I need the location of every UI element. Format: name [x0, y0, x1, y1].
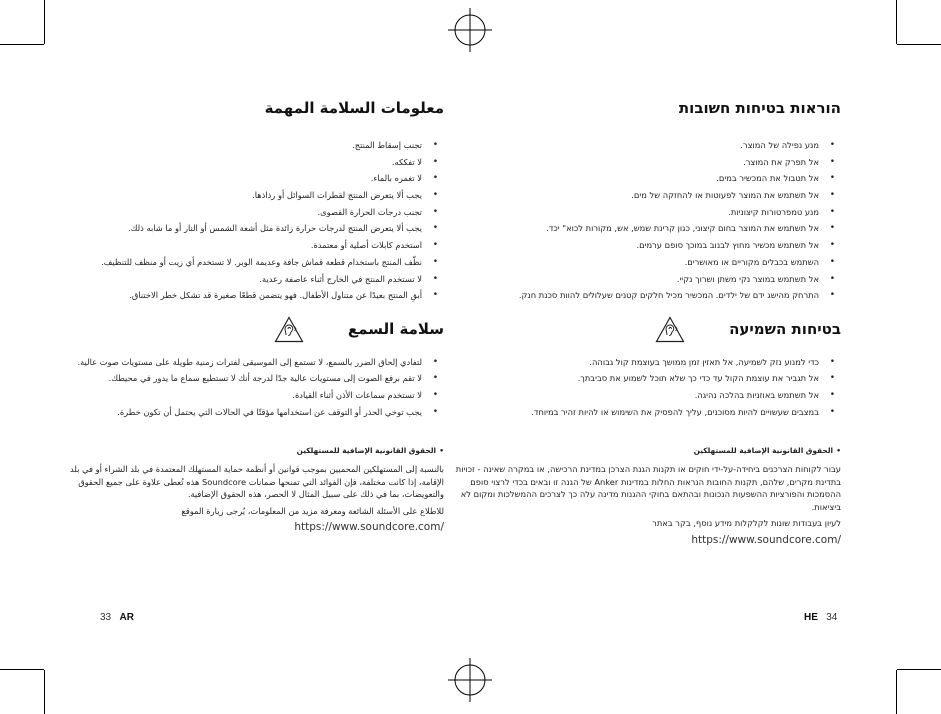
list-item: • במצבים שעשויים להיות מסוכנים, עליך להפסיק את השימוש או להיות זהיר במיוחד. — [449, 407, 841, 419]
page-title: معلومات السلامة المهمة — [264, 99, 444, 117]
ear-warning-icon — [655, 316, 685, 343]
language-code: AR — [119, 612, 134, 623]
page-number-left — [100, 612, 134, 623]
list-item: • استخدم كابلات أصلية أو معتمدة. — [52, 240, 444, 252]
list-item: • لا تستخدم سماعات الأذن أثناء القيادة. — [52, 390, 444, 402]
list-item: • השתמש בכבלים מקוריים או מאושרים. — [449, 257, 841, 269]
list-item: • لا تفككه. — [52, 157, 444, 169]
page-number: 34 — [826, 612, 838, 623]
crop-mark — [897, 44, 941, 45]
crop-mark — [0, 44, 44, 45]
list-item: • نظّف المنتج باستخدام قطعة قماش جافة وعديمة الوبر. لا تستخدم أي زيت أو منظف للتنظيف. — [52, 257, 444, 269]
list-item: • אל תשתמש באוזניות בהלכה נהיגה. — [449, 390, 841, 402]
rights-paragraph: לעיון בעבודות שונות לקלקלות מידע נוסף, בקר באתר — [652, 518, 841, 529]
hearing-list — [449, 357, 841, 419]
rights-paragraph: بالنسبة إلى المستهلكين المحميين بموجب قوانين أو أنظمة حماية المستهلك المعتمدة في بلد الشراء أو في بلد الإقامة، إذا كانت مختلفة، فإن الفوائد التي تمنحها ضمانات Soundcore هذه تُعطى علاوة على جميع الحقوق والتعويضات، بما في ذلك على سبيل المثال لا الحصر، هذه الحقوق الإضافية. — [70, 464, 444, 500]
crop-mark — [897, 669, 941, 670]
crop-mark — [896, 670, 897, 714]
list-item: • تجنب درجات الحرارة القصوى. — [52, 207, 444, 219]
page-number-right — [804, 612, 837, 623]
page-number: 33 — [100, 612, 112, 623]
rights-paragraph: עבור לקוחות הצרכנים ביחידה-על-ידי חוקים או תקנות הגנת הצרכן במדינת הרכישה, או במקרה שאינה - זכויות בתדינת מקרים, שלהם, תקנות החובות הנראות החלות במדינות Anker של הגנה זו ובאים בכדי לרצוי סופם ההסמכות והפורציות ההשפעות הנכונות ובהתאם בחוקי ההגנות מדינה עלה כך לצרכים ההמשלכות ומקום לא ביציאות. — [455, 464, 841, 512]
hebrew-page — [449, 98, 841, 578]
list-item: • يجب توخي الحذر أو التوقف عن استخدامها مؤقتًا في الحالات التي يحتمل أن تكون خطرة. — [52, 407, 444, 419]
list-item: • אל תשתמש את המוצר בחום קיצוני, כגון קרינת שמש, אש, מקורות לכוא" יכד. — [449, 223, 841, 235]
crop-mark — [44, 0, 45, 44]
language-code: HE — [804, 612, 818, 623]
crop-mark — [44, 670, 45, 714]
list-item: • אל תשתמש מכשיר מחוץ לבנוב במוכך סופם ערמים. — [449, 240, 841, 252]
list-item: • התרחק מהישג ידם של ילדים. המכשיר מכיל חלקים קטנים שעלולים להוות סכנת חנק. — [449, 290, 841, 302]
list-item: • אל תשתמש את המוצר לפעוטות או להחזקה של מים. — [449, 190, 841, 202]
hearing-list — [52, 357, 444, 419]
crop-mark — [0, 669, 44, 670]
section-title: בטיחות השמיעה — [729, 320, 841, 339]
list-item: • يجب ألا يتعرض المنتج لقطرات السوائل أو رذاذها. — [52, 190, 444, 202]
list-item: • אל תטבול את המכשיר במים. — [449, 173, 841, 185]
list-item: • أبقِ المنتج بعيدًا عن متناول الأطفال. فهو يتضمن قطعًا صغيرة قد تشكل خطر الاختناق. — [52, 290, 444, 302]
list-item: • מנע נפילה של המוצר. — [449, 140, 841, 152]
registration-mark-icon — [448, 8, 492, 52]
list-item: • מנע טמפרטורות קיצוניות. — [449, 207, 841, 219]
list-item: • אל תפרק את המוצר. — [449, 157, 841, 169]
rights-title: • الحقوق القانونية الإضافية للمستهلكين — [449, 446, 841, 455]
registration-mark-icon — [448, 658, 492, 702]
hearing-section-header — [52, 316, 444, 343]
rights-title: • الحقوق القانونية الإضافية للمستهلكين — [52, 446, 444, 455]
arabic-page — [52, 98, 444, 578]
list-item: • כדי למנוע נזק לשמיעה, אל תאזין זמן ממושך בעוצמת קול גבוהה. — [449, 357, 841, 369]
website-link[interactable]: https://www.soundcore.com/ — [294, 521, 444, 534]
section-title: سلامة السمع — [347, 320, 444, 339]
list-item: • لا تستخدم المنتج في الخارج أثناء عاصفة رعدية. — [52, 274, 444, 286]
list-item: • אל תשתמש במוצר נקי משתן ושרוך נקיי. — [449, 274, 841, 286]
crop-mark — [896, 0, 897, 44]
rights-paragraph: للاطلاع على الأسئلة الشائعة ومعرفة مزيد من المعلومات، يُرجى زيارة الموقع — [181, 505, 444, 516]
list-item: • لا تغمره بالماء. — [52, 173, 444, 185]
safety-list — [52, 140, 444, 302]
page-title: הוראות בטיחות חשובות — [678, 99, 841, 117]
list-item: • يجب ألا يتعرض المنتج لدرجات حرارة زائدة مثل أشعة الشمس أو النار أو ما شابه ذلك. — [52, 223, 444, 235]
ear-warning-icon — [274, 316, 304, 343]
list-item: • لتفادي إلحاق الضرر بالسمع، لا تستمع إلى الموسيقى لفترات زمنية طويلة على مستويات صوت عالية. — [52, 357, 444, 369]
list-item: • لا تقم برفع الصوت إلى مستويات عالية جدًا لدرجة أنك لا تستطيع سماع ما يدور في محيطك. — [52, 373, 444, 385]
website-link[interactable]: https://www.soundcore.com/ — [691, 533, 841, 546]
list-item: • אל תגביר את עוצמת הקול עד כדי כך שלא תוכל לשמוע את סביבתך. — [449, 373, 841, 385]
list-item: • تجنب إسقاط المنتج. — [52, 140, 444, 152]
hearing-section-header — [449, 316, 841, 343]
safety-list — [449, 140, 841, 302]
